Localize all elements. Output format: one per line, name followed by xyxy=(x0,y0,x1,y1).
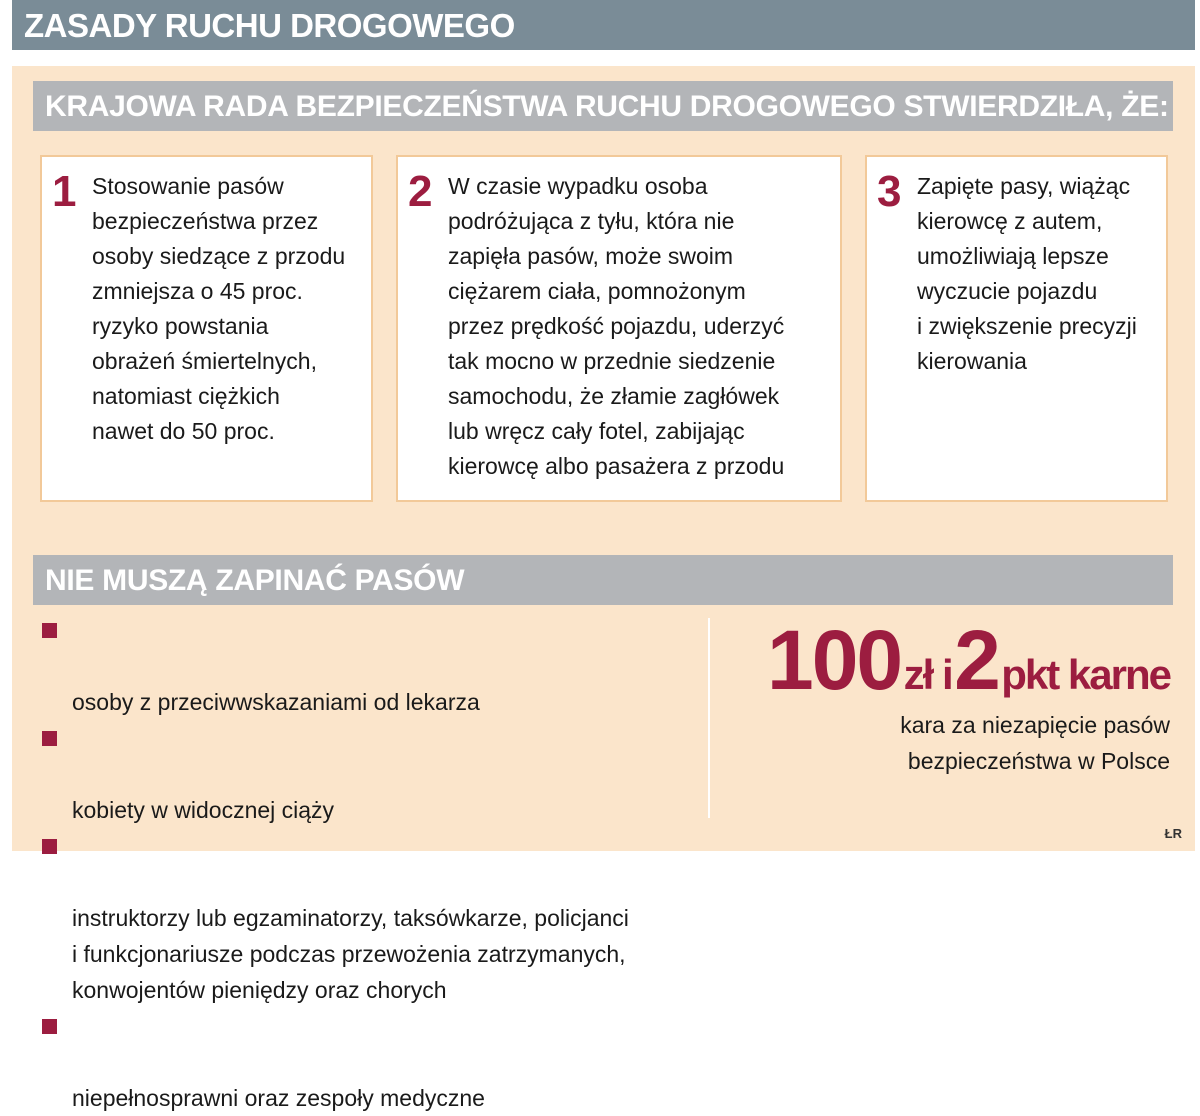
fact-text: Stosowanie pasów bezpieczeństwa przez osoby siedzące z przodu zmniejsza o 45 proc. ryzyko powstania obrażeń śmiertelnych, natomiast ciężkich nawet do 50 proc. xyxy=(92,173,346,444)
fact-card-1 xyxy=(40,155,373,502)
fact-number: 1 xyxy=(52,167,77,216)
fine-headline xyxy=(767,612,1170,709)
section-header-council: KRAJOWA RADA BEZPIECZEŃSTWA RUCHU DROGOWEGO STWIERDZIŁA, ŻE: xyxy=(33,81,1173,131)
bullet-square-icon xyxy=(42,731,57,746)
list-item-text: niepełnosprawni oraz zespoły medyczne xyxy=(72,1085,485,1111)
list-item xyxy=(42,1008,702,1116)
page-title: ZASADY RUCHU DROGOWEGO xyxy=(12,0,1195,50)
list-item xyxy=(42,612,702,720)
fact-number: 3 xyxy=(877,167,902,216)
list-item-text: instruktorzy lub egzaminatorzy, taksówkarze, policjanci i funkcjonariusze podczas przewożenia zatrzymanych, konwojentów pieniędzy oraz chorych xyxy=(72,905,629,1003)
fine-caption: kara za niezapięcie pasów bezpieczeństwa w Polsce xyxy=(900,712,1170,774)
fact-number: 2 xyxy=(408,167,433,216)
exemption-list xyxy=(42,612,702,1116)
fine-amount: 100 xyxy=(767,613,902,707)
fact-card-3 xyxy=(865,155,1168,502)
fine-points-label: pkt karne xyxy=(1001,651,1170,698)
fact-text: Zapięte pasy, wiążąc kierowcę z autem, umożliwiają lepsze wyczucie pojazdu i zwiększenie precyzji kierowania xyxy=(917,173,1137,374)
bullet-square-icon xyxy=(42,839,57,854)
list-item xyxy=(42,720,702,828)
author-credit: ŁR xyxy=(1164,826,1182,841)
section-header-exemptions: NIE MUSZĄ ZAPINAĆ PASÓW xyxy=(33,555,1173,605)
fact-card-2 xyxy=(396,155,842,502)
bullet-square-icon xyxy=(42,623,57,638)
fine-currency: zł i xyxy=(903,651,952,698)
fine-points: 2 xyxy=(954,613,999,707)
list-item-text: osoby z przeciwwskazaniami od lekarza xyxy=(72,689,480,715)
fact-text: W czasie wypadku osoba podróżująca z tyłu, która nie zapięła pasów, może swoim ciężarem ciała, pomnożonym przez prędkość pojazdu, uderzyć tak mocno w przednie siedzenie samochodu, że złamie zagłówek lub wręcz cały fotel, zabijając kierowcę albo pasażera z przodu xyxy=(448,173,785,479)
list-item-text: kobiety w widocznej ciąży xyxy=(72,797,335,823)
bullet-square-icon xyxy=(42,1019,57,1034)
list-item xyxy=(42,828,702,1008)
column-divider xyxy=(708,618,710,818)
